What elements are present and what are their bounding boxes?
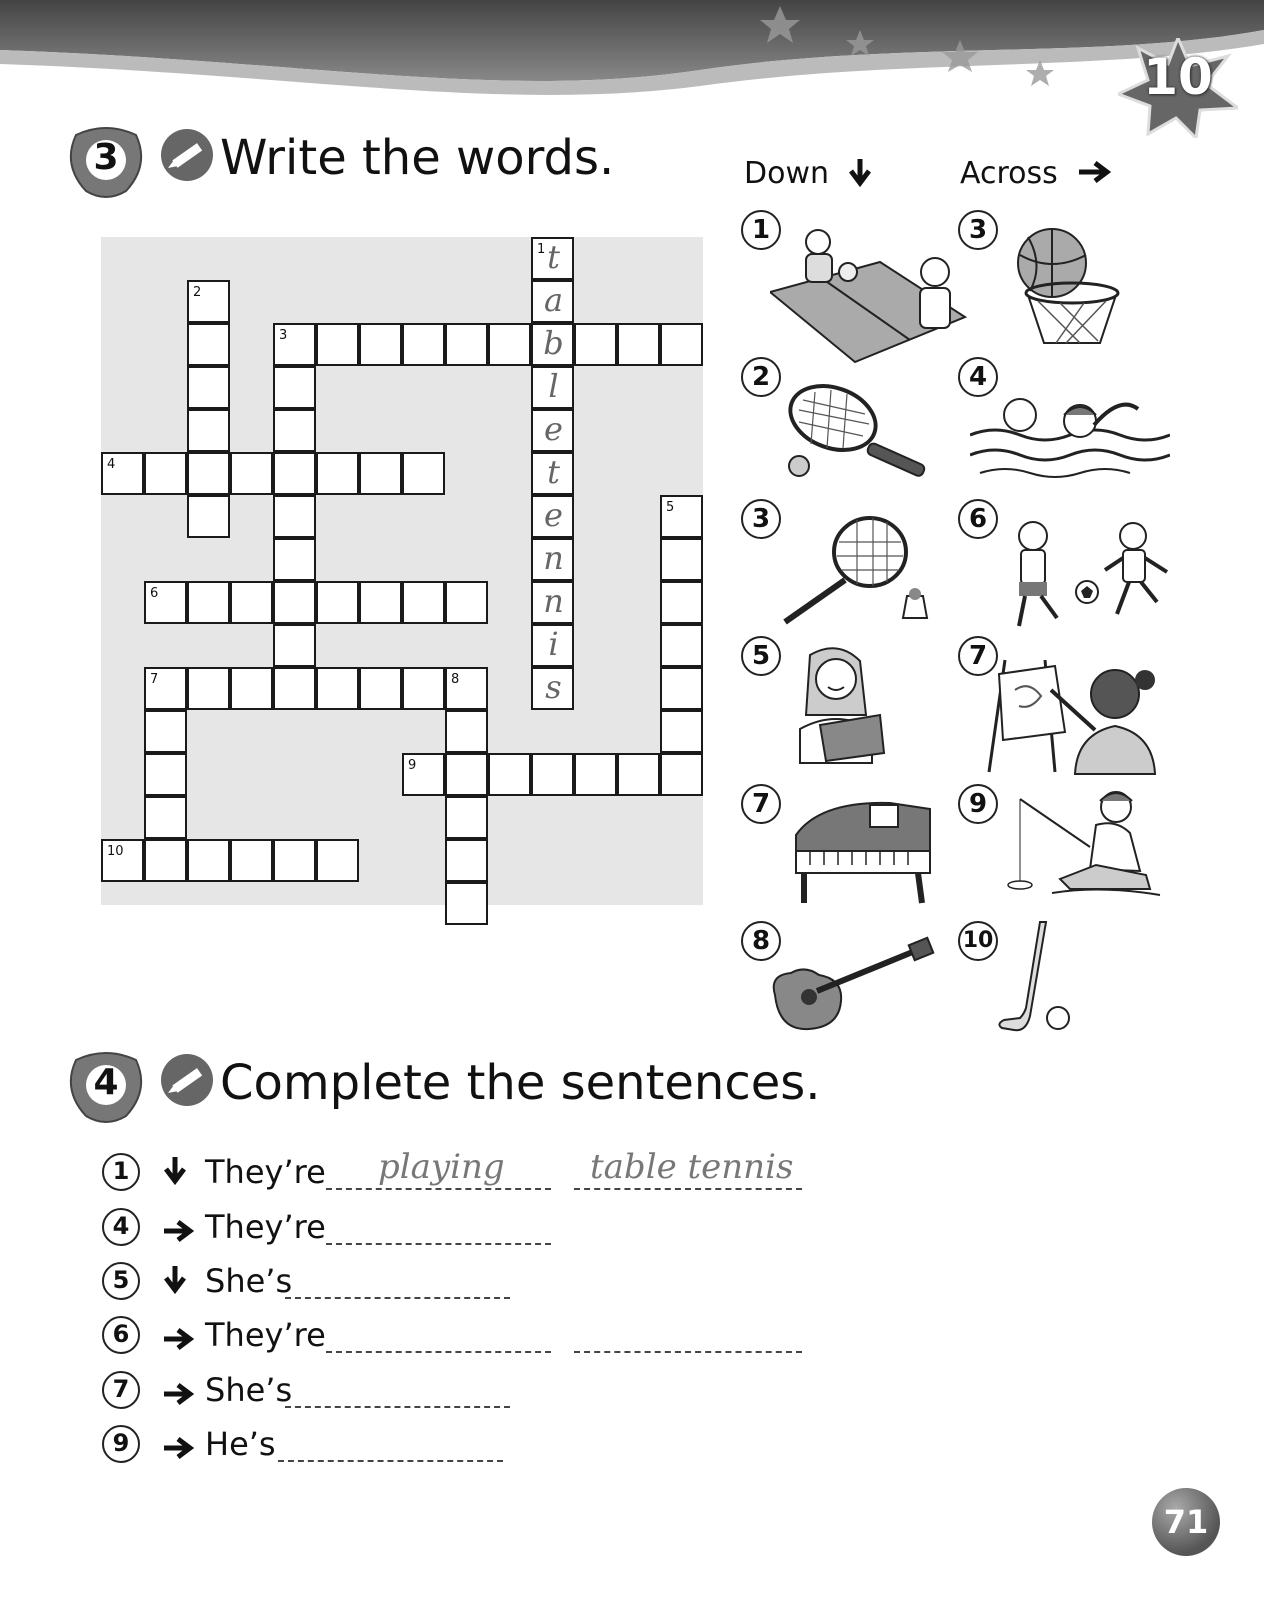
across-clue-7-number: 7 — [958, 636, 998, 676]
header-band — [0, 0, 1264, 140]
crossword-cell[interactable] — [445, 710, 488, 753]
crossword-cell[interactable] — [445, 839, 488, 882]
crossword-cell[interactable] — [230, 667, 273, 710]
across-clue-4-number: 4 — [958, 357, 998, 397]
crossword-cell[interactable] — [144, 710, 187, 753]
crossword-cell[interactable] — [445, 882, 488, 925]
arrow-right-icon — [1077, 159, 1111, 185]
badminton-racket-picture — [775, 510, 935, 630]
crossword-clue-number: 3 — [279, 328, 288, 343]
crossword-cell[interactable] — [273, 839, 316, 882]
sentence-number: 6 — [102, 1316, 140, 1354]
crossword-cell[interactable] — [273, 495, 316, 538]
crossword-clue-number: 9 — [408, 758, 417, 773]
across-clue-9-number: 9 — [958, 784, 998, 824]
sentence-text: They’re — [205, 1208, 326, 1246]
sentence-number: 7 — [102, 1371, 140, 1409]
answer-text: playing — [378, 1147, 505, 1187]
arrow-down-icon — [162, 1264, 196, 1296]
arrow-right-icon — [162, 1218, 196, 1250]
swimming-picture — [970, 385, 1170, 480]
crossword-cell[interactable] — [488, 753, 531, 796]
sentence-number: 5 — [102, 1262, 140, 1300]
answer-blank[interactable] — [326, 1243, 551, 1245]
crossword-letter: b — [543, 324, 564, 362]
across-heading — [960, 156, 1111, 191]
crossword-cell[interactable] — [445, 753, 488, 796]
crossword-cell[interactable] — [660, 667, 703, 710]
arrow-right-icon — [162, 1435, 196, 1467]
answer-blank[interactable] — [326, 1351, 551, 1353]
crossword-cell[interactable] — [660, 753, 703, 796]
answer-blank[interactable] — [278, 1460, 503, 1462]
crossword-cell[interactable] — [230, 839, 273, 882]
crossword-cell[interactable] — [402, 581, 445, 624]
crossword-clue-number: 1 — [537, 242, 546, 257]
crossword-cell[interactable] — [574, 753, 617, 796]
crossword-clue-number: 5 — [666, 500, 675, 515]
sentence-text: She’s — [205, 1262, 293, 1300]
sentence-text: He’s — [205, 1425, 276, 1463]
crossword-cell[interactable] — [273, 581, 316, 624]
crossword-cell[interactable] — [187, 323, 230, 366]
crossword-cell[interactable] — [187, 495, 230, 538]
crossword-cell[interactable] — [359, 323, 402, 366]
down-clue-7-number: 7 — [741, 784, 781, 824]
unit-number: 10 — [1143, 48, 1213, 106]
crossword-clue-number: 7 — [150, 672, 159, 687]
crossword-cell[interactable] — [144, 796, 187, 839]
crossword-letter: l — [548, 367, 559, 405]
crossword-cell[interactable] — [316, 323, 359, 366]
down-heading — [744, 156, 873, 191]
sentence-text: She’s — [205, 1371, 293, 1409]
crossword-letter: e — [544, 496, 563, 534]
crossword-cell[interactable] — [445, 796, 488, 839]
crossword-letter: e — [544, 410, 563, 448]
crossword-cell[interactable] — [316, 839, 359, 882]
painting-picture — [985, 650, 1165, 775]
answer-blank[interactable] — [574, 1188, 802, 1190]
crossword-cell[interactable] — [660, 538, 703, 581]
exercise-4-badge — [66, 1050, 146, 1124]
crossword-cell[interactable] — [187, 366, 230, 409]
answer-blank[interactable] — [574, 1351, 802, 1353]
page-number: 71 — [1152, 1488, 1220, 1556]
crossword-cell[interactable] — [660, 624, 703, 667]
crossword-cell[interactable] — [402, 452, 445, 495]
crossword-cell[interactable] — [359, 667, 402, 710]
down-clue-1-number: 1 — [741, 210, 781, 250]
sentence-number: 1 — [102, 1153, 140, 1191]
crossword-cell[interactable] — [273, 667, 316, 710]
across-clue-6-number: 6 — [958, 499, 998, 539]
crossword-cell[interactable] — [402, 323, 445, 366]
pencil-icon — [160, 128, 214, 182]
crossword-cell[interactable] — [316, 667, 359, 710]
crossword-letter: t — [547, 238, 560, 276]
crossword-cell[interactable] — [402, 667, 445, 710]
crossword-cell[interactable] — [660, 581, 703, 624]
down-clue-5-number: 5 — [741, 636, 781, 676]
crossword-letter: t — [547, 453, 560, 491]
piano-picture — [790, 795, 940, 905]
answer-blank[interactable] — [285, 1406, 510, 1408]
down-clue-2-number: 2 — [741, 357, 781, 397]
crossword-clue-number: 8 — [451, 672, 460, 687]
crossword-cell[interactable] — [273, 624, 316, 667]
down-label: Down — [744, 156, 830, 191]
crossword-letter: s — [545, 668, 562, 706]
answer-text: table tennis — [590, 1147, 794, 1187]
answer-blank[interactable] — [326, 1188, 551, 1190]
exercise-3-badge — [66, 125, 146, 199]
sentence-text: They’re — [205, 1153, 326, 1191]
across-clue-10-number: 10 — [958, 921, 998, 961]
crossword-cell[interactable] — [144, 753, 187, 796]
crossword-letter: i — [548, 625, 559, 663]
pencil-icon — [160, 1053, 214, 1107]
crossword-cell[interactable] — [230, 452, 273, 495]
table-tennis-picture — [770, 222, 970, 372]
crossword-clue-number: 2 — [193, 285, 202, 300]
across-label: Across — [960, 156, 1058, 191]
crossword-cell[interactable] — [187, 839, 230, 882]
crossword-cell[interactable] — [316, 452, 359, 495]
crossword-cell[interactable] — [187, 409, 230, 452]
crossword-clue-number: 4 — [107, 457, 116, 472]
crossword-letter: a — [543, 281, 564, 319]
basketball-picture — [1010, 225, 1125, 350]
fishing-picture — [1000, 785, 1170, 900]
exercise-3-title: Write the words. — [220, 130, 615, 186]
crossword-cell[interactable] — [617, 323, 660, 366]
crossword-cell[interactable] — [359, 581, 402, 624]
tennis-racket-picture — [785, 380, 945, 480]
across-clue-3-number: 3 — [958, 210, 998, 250]
crossword-cell[interactable] — [273, 452, 316, 495]
crossword-cell[interactable] — [574, 323, 617, 366]
down-clue-8-number: 8 — [741, 921, 781, 961]
arrow-down-icon — [847, 157, 873, 187]
crossword-cell[interactable] — [488, 323, 531, 366]
crossword-cell[interactable] — [660, 323, 703, 366]
crossword-cell[interactable] — [617, 753, 660, 796]
crossword-cell[interactable] — [144, 839, 187, 882]
arrow-right-icon — [162, 1381, 196, 1413]
crossword-cell[interactable] — [187, 581, 230, 624]
crossword-cell[interactable] — [187, 667, 230, 710]
crossword-letter: n — [543, 539, 564, 577]
reading-girl-picture — [780, 645, 900, 765]
sentence-number: 9 — [102, 1425, 140, 1463]
crossword-clue-number: 6 — [150, 586, 159, 601]
crossword-cell[interactable] — [531, 753, 574, 796]
crossword-letter: n — [543, 582, 564, 620]
crossword-cell[interactable] — [316, 581, 359, 624]
crossword-cell[interactable] — [273, 366, 316, 409]
arrow-down-icon — [162, 1155, 196, 1187]
hockey-stick-picture — [996, 918, 1076, 1038]
crossword-cell[interactable] — [359, 452, 402, 495]
exercise-4-number: 4 — [93, 1062, 119, 1103]
football-picture — [1005, 518, 1175, 633]
arrow-right-icon — [162, 1326, 196, 1358]
crossword-clue-number: 10 — [107, 844, 124, 859]
sentence-text: They’re — [205, 1316, 326, 1354]
crossword-cell[interactable] — [144, 452, 187, 495]
answer-blank[interactable] — [285, 1297, 510, 1299]
sentence-number: 4 — [102, 1208, 140, 1246]
exercise-3-number: 3 — [93, 137, 119, 178]
down-clue-3-number: 3 — [741, 499, 781, 539]
crossword-cell[interactable] — [230, 581, 273, 624]
crossword-cell[interactable] — [273, 409, 316, 452]
guitar-picture — [765, 935, 940, 1035]
exercise-4-title: Complete the sentences. — [220, 1055, 821, 1111]
crossword-cell[interactable] — [445, 581, 488, 624]
crossword-cell[interactable] — [273, 538, 316, 581]
crossword-cell[interactable] — [445, 323, 488, 366]
crossword-cell[interactable] — [660, 710, 703, 753]
crossword-cell[interactable] — [187, 452, 230, 495]
